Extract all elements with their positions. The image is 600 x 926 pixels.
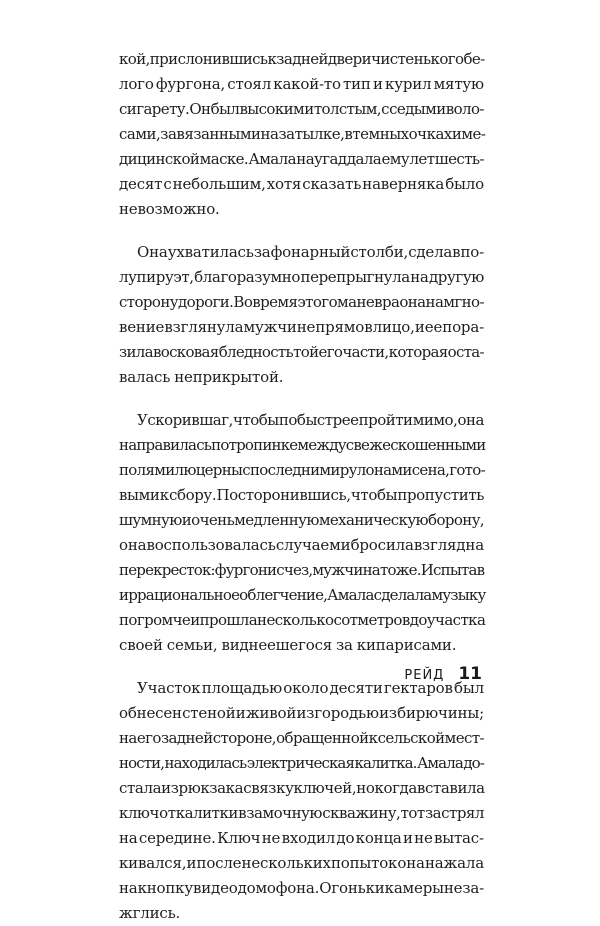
text-line: Участок площадью около десяти гектаров был [137, 679, 484, 697]
text-line: на его задней стороне, обращенной к сельской мест- [119, 729, 484, 747]
text-line: иррациональное облегчение, Амала сделала музыку [119, 586, 486, 604]
text-line: лупируэт, благоразумно перепрыгнула на другую [119, 268, 484, 286]
paragraph-gap [119, 222, 484, 240]
text-line: перекресток: фургон исчез, мужчина тоже. Испытав [119, 561, 485, 579]
paragraph [119, 676, 484, 926]
page-number: 11 [458, 664, 482, 684]
text-line: сами, завязанными на затылке, в темных очках и ме- [119, 125, 486, 143]
text-line: невозможно. [119, 200, 220, 218]
paragraph [119, 240, 484, 390]
text-line: кой, прислонившись к задней двери чистенького бе- [119, 50, 485, 68]
text-line: выми к сбору. Посторонившись, чтобы пропустить [119, 486, 484, 504]
text-line: лого фургона, стоял какой-то тип и курил мятую [119, 75, 484, 93]
text-line: на середине. Ключ не входил до конца и не вытас- [119, 829, 484, 847]
paragraph [119, 408, 484, 658]
text-line: сторону дороги. Во время этого маневра она на мгно- [119, 293, 484, 311]
text-line: ности, находилась электрическая калитка. Амала до- [119, 754, 484, 772]
text-line: своей семьи, виднеешегося за кипарисами. [119, 636, 457, 654]
text-line: сигарету. Он был высоким и толстым, с седыми воло- [119, 100, 484, 118]
paragraph [119, 47, 484, 222]
text-line: десят с небольшим, хотя сказать наверняка было [119, 175, 484, 193]
text-line: стала из рюкзака связку ключей, но когда вставила [119, 779, 485, 797]
text-line: дицинской маске. Амала наугад дала ему лет шесть- [119, 150, 484, 168]
paragraph-gap [119, 390, 484, 408]
text-line: она воспользовалась случаем и бросила взгляд на [119, 536, 484, 554]
text-line: ключ от калитки в замочную скважину, тот застрял [119, 804, 484, 822]
text-line: кивался, и после нескольких попыток она нажала [119, 854, 484, 872]
text-line: зила восковая бледность той его части, которая оста- [119, 343, 484, 361]
text-line: валась неприкрытой. [119, 368, 284, 386]
text-line: шумную и очень медленную механическую борону, [119, 511, 485, 529]
text-line: обнесен стеной и живой изгородью из бирючины; [119, 704, 484, 722]
text-line: направилась по тропинке между свежескошенными [119, 436, 486, 454]
text-line: полями люцерны с последними рулонами сена, гото- [119, 461, 485, 479]
text-line: на кнопку видеодомофона. Огоньки камеры не за- [119, 879, 484, 897]
page-footer [0, 664, 482, 684]
text-line: Она ухватилась за фонарный столб и, сделав по- [137, 243, 484, 261]
running-head: РЕЙД [404, 668, 445, 683]
text-line: погромче и прошла несколько сот метров до участка [119, 611, 486, 629]
text-line: вение взглянула мужчине прямо в лицо, и ее пора- [119, 318, 484, 336]
text-line: Ускорив шаг, чтобы побыстрее пройти мимо, она [137, 411, 484, 429]
page-text [119, 47, 484, 926]
text-line: жглись. [119, 904, 181, 922]
